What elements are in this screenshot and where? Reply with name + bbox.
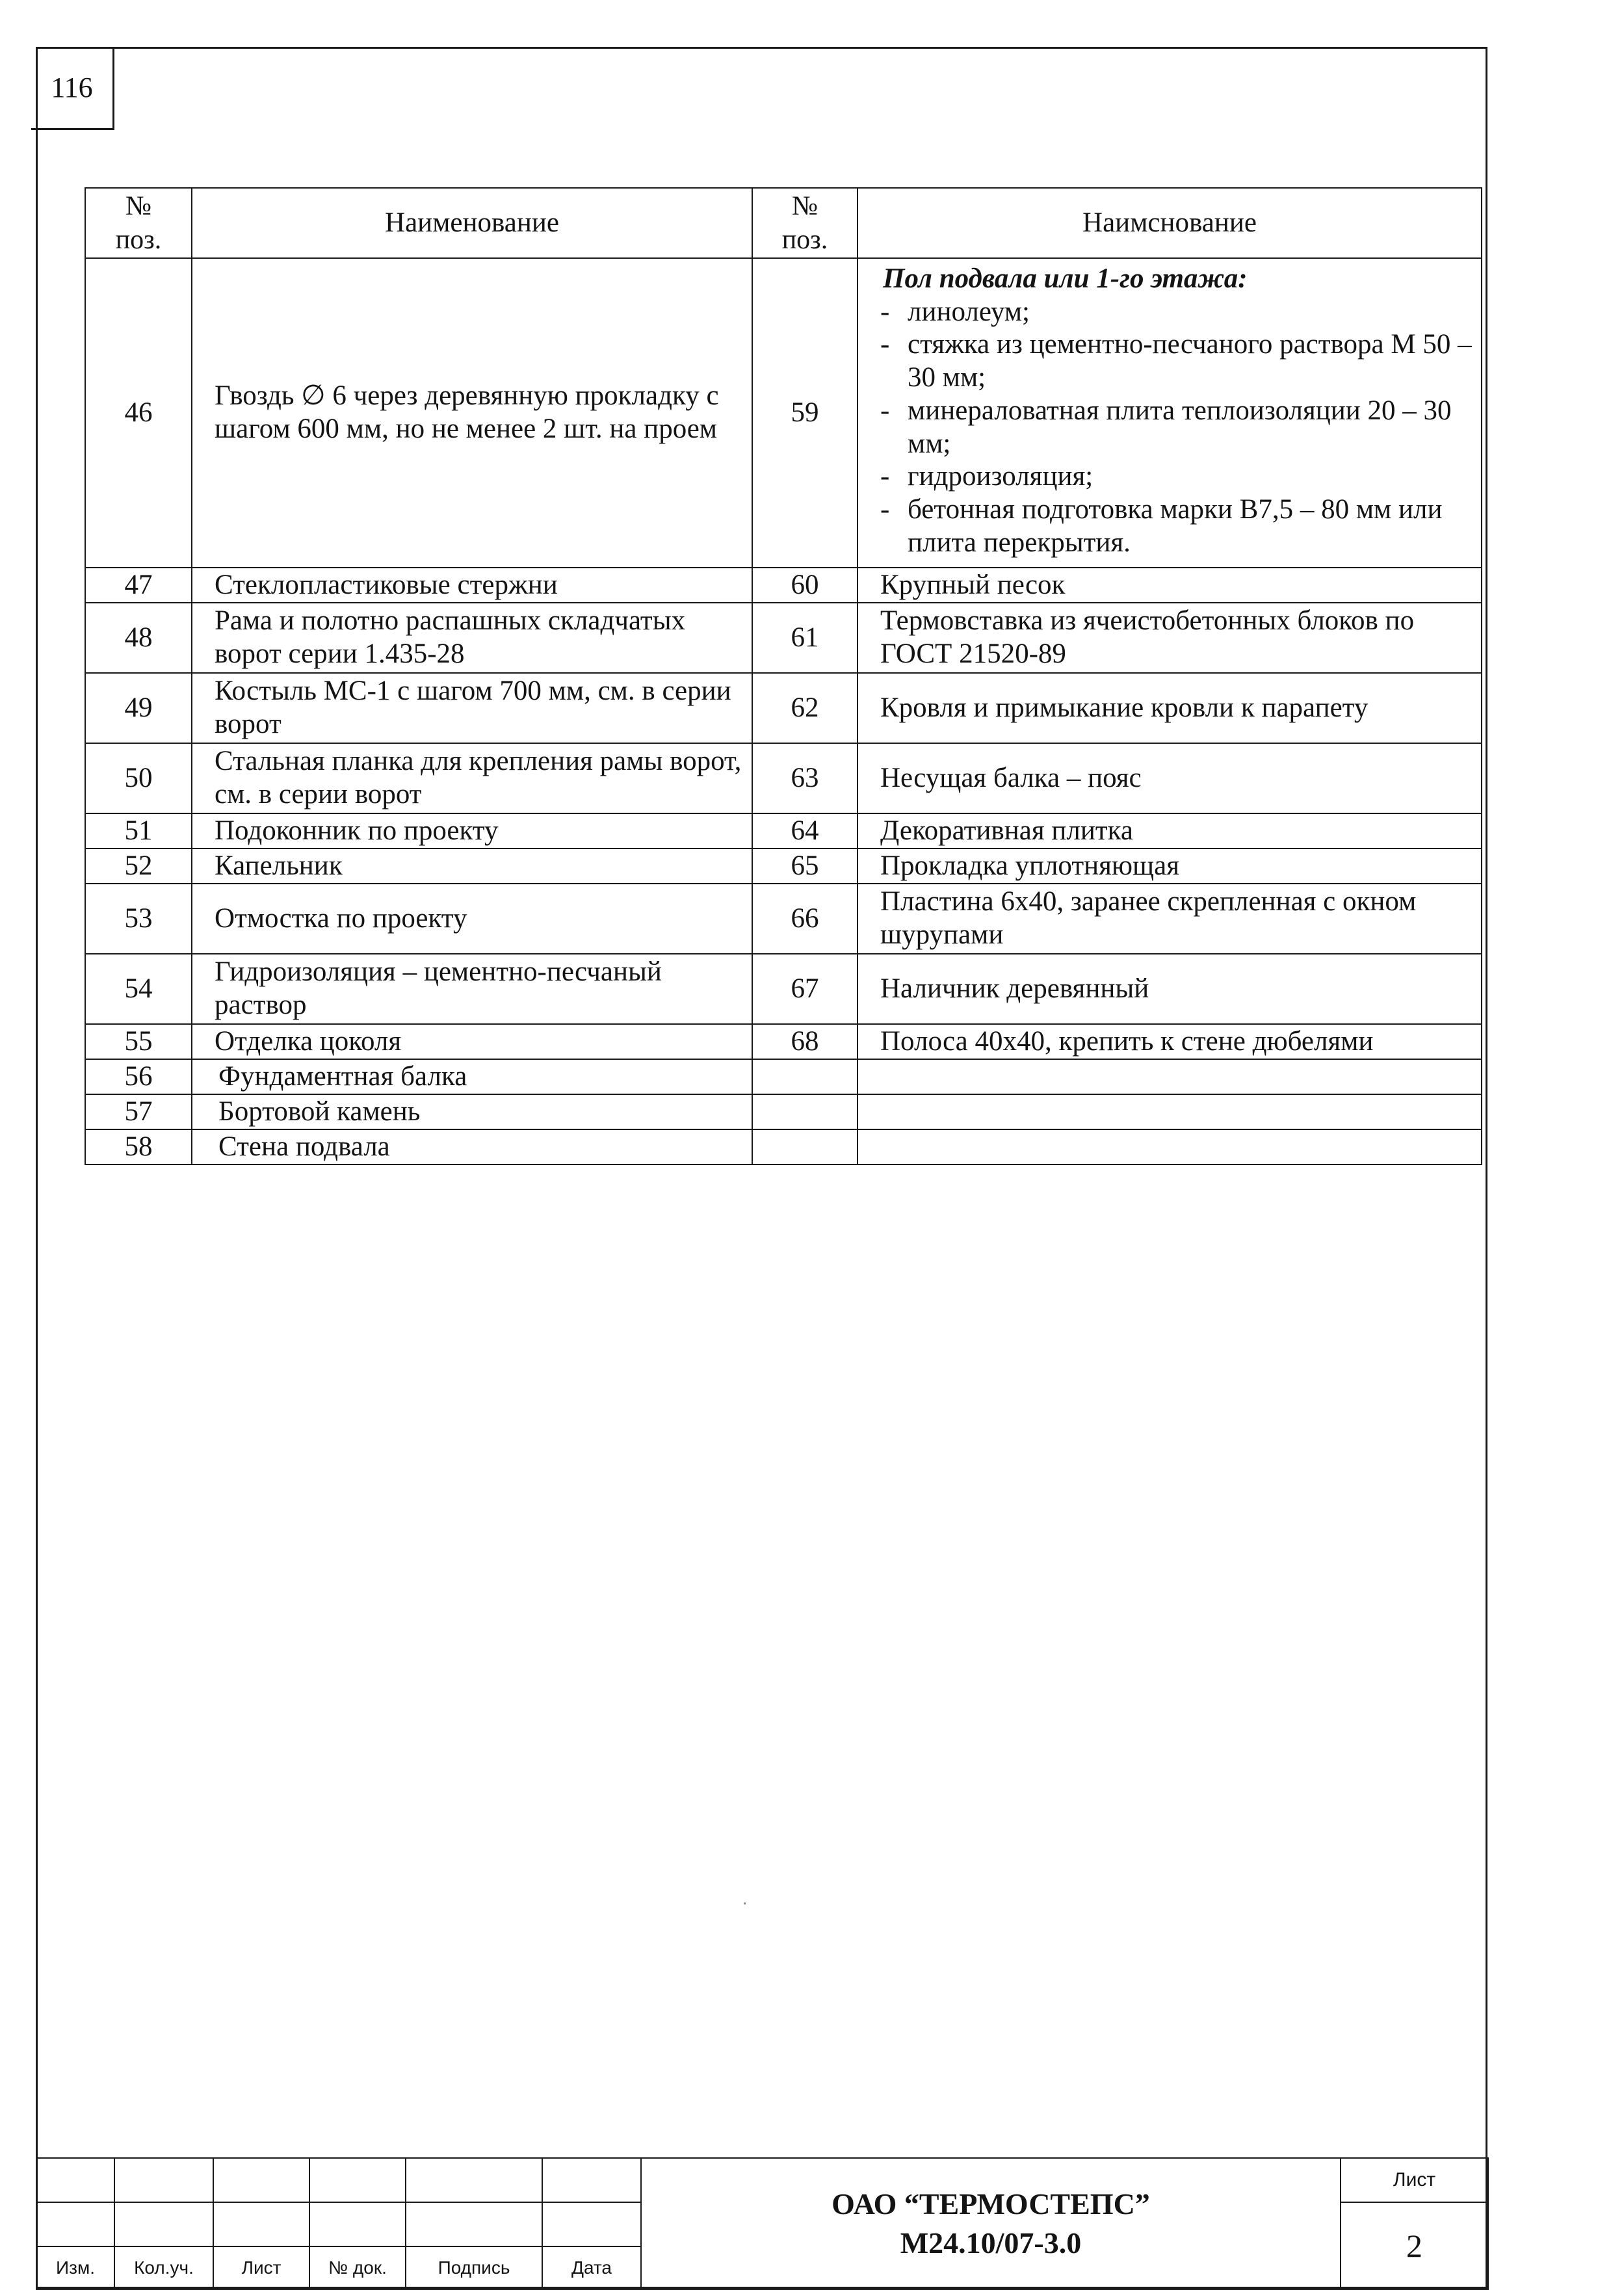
stamp-label-sheet: Лист [213,2246,309,2289]
table-row [85,568,1482,603]
row-num: 55 [85,1024,192,1059]
header-num-abbrev: поз. [781,225,828,255]
list-item: - бетонная подготовка марки В7,5 – 80 мм или плита перекрытия. [867,494,1472,559]
stamp-cell [36,2202,114,2246]
list-item: - стяжка из цементно-песчаного раствора М 50 – 30 мм; [867,328,1472,394]
row-num: 64 [752,813,858,849]
row-name: Стальная планка для крепления рамы ворот, см. в серии ворот [192,743,752,813]
row-name: Несущая балка – пояс [858,743,1482,813]
document-code: М24.10/07-3.0 [900,2226,1082,2259]
row-num: 68 [752,1024,858,1059]
header-num-symbol: № [125,191,152,221]
organization-name: ОАО “ТЕРМОСТЕПС” [832,2187,1150,2221]
list-item: - минераловатная плита теплоизоляции 20 – 30 мм; [867,395,1472,460]
table-row [85,1129,1482,1165]
row-name [858,1129,1482,1165]
stamp-cell [114,2158,213,2202]
row-num: 52 [85,849,192,884]
table-row [85,258,1482,568]
row-name: Наличник деревянный [858,954,1482,1024]
row-name: Декоративная плитка [858,813,1482,849]
row-name: Термовставка из ячеистобетонных блоков по ГОСТ 21520-89 [858,603,1482,673]
row-name [858,1094,1482,1129]
row-num: 63 [752,743,858,813]
stamp-label-date: Дата [542,2246,641,2289]
row-num: 65 [752,849,858,884]
table-row [85,849,1482,884]
stamp-cell [213,2202,309,2246]
table-row [85,954,1482,1024]
row-name: Костыль МС-1 с шагом 700 мм, см. в серии ворот [192,673,752,743]
row-num: 58 [85,1129,192,1165]
scan-speck [744,1902,746,1904]
table-row [85,1059,1482,1094]
row-num: 61 [752,603,858,673]
row-num: 60 [752,568,858,603]
stamp-cell [36,2158,114,2202]
row-name: Подоконник по проекту [192,813,752,849]
table-row [85,743,1482,813]
table-row [85,884,1482,954]
stamp-cell [309,2158,406,2202]
row-name: Гвоздь ∅ 6 через деревянную прокладку с шагом 600 мм, но не менее 2 шт. на проем [192,258,752,568]
stamp-label-count: Кол.уч. [114,2246,213,2289]
row-num [752,1059,858,1094]
table-row [85,603,1482,673]
header-num-left [85,188,192,258]
row-num: 67 [752,954,858,1024]
header-name-right: Наимснование [858,188,1482,258]
row-name: Прокладка уплотняющая [858,849,1482,884]
row-num: 59 [752,258,858,568]
row-name: Бортовой камень [192,1094,752,1129]
row-num: 48 [85,603,192,673]
stamp-label-signature: Подпись [406,2246,542,2289]
row-num: 51 [85,813,192,849]
title-block [36,2157,1487,2289]
row-name: Отделка цоколя [192,1024,752,1059]
stamp-cell [213,2158,309,2202]
header-num-right [752,188,858,258]
row-num: 47 [85,568,192,603]
row-name: Рама и полотно распашных складчатых ворот серии 1.435-28 [192,603,752,673]
stamp-cell [542,2202,641,2246]
row-name: Пластина 6х40, заранее скрепленная с окном шурупами [858,884,1482,954]
stamp-cell [309,2202,406,2246]
stamp-label-change: Изм. [36,2246,114,2289]
floor-layers-list [867,296,1472,560]
row-num: 62 [752,673,858,743]
row-name: Гидроизоляция – цементно-песчаный раствор [192,954,752,1024]
title-block-table [36,2157,1489,2290]
table-header-row [85,188,1482,258]
row-num: 46 [85,258,192,568]
specification-table [85,187,1482,1165]
row-name: Крупный песок [858,568,1482,603]
row-num: 56 [85,1059,192,1094]
table-row [85,813,1482,849]
list-item: - линолеум; [867,296,1472,329]
row-num [752,1094,858,1129]
header-num-abbrev: поз. [115,225,162,255]
organization-block [641,2158,1341,2289]
stamp-cell [542,2158,641,2202]
row-num: 50 [85,743,192,813]
row-num [752,1129,858,1165]
row-name: Отмостка по проекту [192,884,752,954]
row-num: 54 [85,954,192,1024]
sheet-number: 2 [1341,2202,1488,2289]
row-name-floor [858,258,1482,568]
row-name: Кровля и примыкание кровли к парапету [858,673,1482,743]
table-row [85,673,1482,743]
row-name: Фундаментная балка [192,1059,752,1094]
table-row [85,1094,1482,1129]
stamp-cell [114,2202,213,2246]
table-row [85,1024,1482,1059]
row-num: 66 [752,884,858,954]
row-name: Стена подвала [192,1129,752,1165]
floor-heading: Пол подвала или 1-го этажа: [883,263,1248,294]
row-num: 49 [85,673,192,743]
row-name [858,1059,1482,1094]
stamp-cell [406,2202,542,2246]
row-num: 57 [85,1094,192,1129]
row-name: Полоса 40х40, крепить к стене дюбелями [858,1024,1482,1059]
row-name: Стеклопластиковые стержни [192,568,752,603]
page-number: 116 [31,47,114,130]
sheet-label: Лист [1341,2158,1488,2202]
header-name-left: Наименование [192,188,752,258]
stamp-label-doc-no: № док. [309,2246,406,2289]
stamp-cell [406,2158,542,2202]
row-name: Капельник [192,849,752,884]
row-num: 53 [85,884,192,954]
header-num-symbol: № [791,191,819,221]
list-item: - гидроизоляция; [867,460,1472,494]
